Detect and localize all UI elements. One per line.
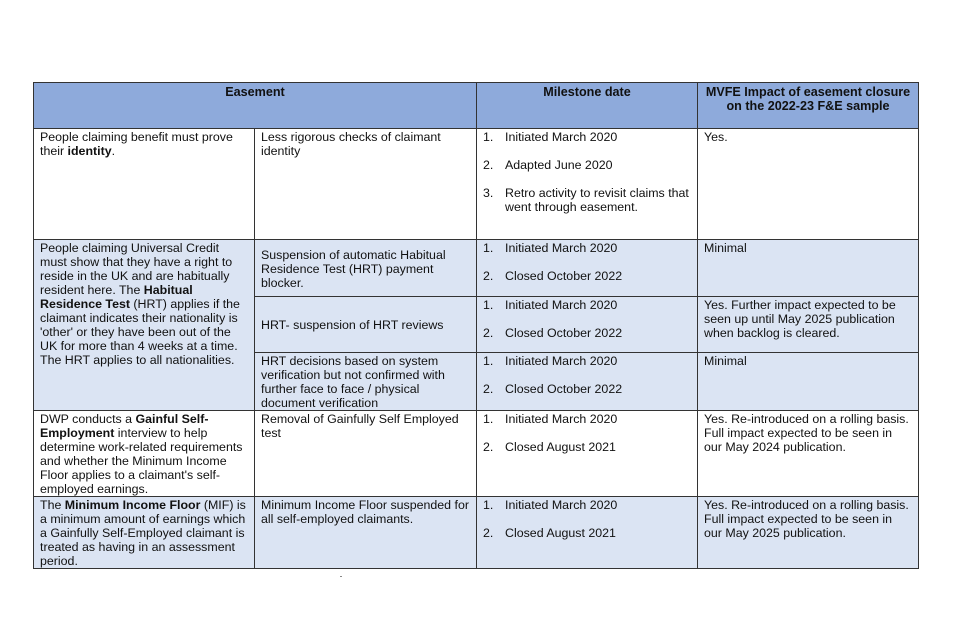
row-easement: Less rigorous checks of claimant identity <box>255 129 477 240</box>
milestone-item: 2. Closed October 2022 <box>483 326 623 340</box>
row-description: People claiming benefit must prove their identity. <box>34 129 255 240</box>
row-easement: Removal of Gainfully Self Employed test <box>255 411 477 497</box>
row-impact: Minimal <box>698 353 919 411</box>
row-milestones <box>477 497 698 569</box>
row-description: People claiming Universal Credit must show that they have a right to reside in the UK and are habitually resident here. The Habitual Residence Test (HRT) applies if the claimant indicates their nationality is 'other' or they have been out of the UK for more than 4 weeks at a time. The HRT applies to all nationalities. <box>34 240 255 411</box>
row-milestones <box>477 411 698 497</box>
milestone-item: 1. Initiated March 2020 <box>483 130 618 144</box>
milestone-item: 2. Closed August 2021 <box>483 526 616 540</box>
row-impact: Minimal <box>698 240 919 297</box>
table-row-gainful-self-employment <box>34 411 919 497</box>
row-description: The Minimum Income Floor (MIF) is a minimum amount of earnings which a Gainfully Self-Employed claimant is treated as having in an assessment period. <box>34 497 255 569</box>
row-easement: Suspension of automatic Habitual Residence Test (HRT) payment blocker. <box>255 240 477 297</box>
milestone-item: 1. Initiated March 2020 <box>483 241 618 255</box>
row-milestones <box>477 297 698 353</box>
row-milestones <box>477 353 698 411</box>
milestone-item: 1. Initiated March 2020 <box>483 498 618 512</box>
milestone-item: 2. Adapted June 2020 <box>483 158 613 172</box>
row-description: DWP conducts a Gainful Self-Employment interview to help determine work-related requirements and whether the Minimum Income Floor applies to a claimant's self-employed earnings. <box>34 411 255 497</box>
milestone-item: 2. Closed August 2021 <box>483 440 616 454</box>
milestone-item: 1. Initiated March 2020 <box>483 354 618 368</box>
row-impact: Yes. Re-introduced on a rolling basis. Full impact expected to be seen in our May 2025 publication. <box>698 497 919 569</box>
row-impact: Yes. Further impact expected to be seen up until May 2025 publication when backlog is cleared. <box>698 297 919 353</box>
easement-table <box>33 82 919 569</box>
milestone-item: 3. Retro activity to revisit claims that went through easement. <box>483 186 689 214</box>
row-impact: Yes. Re-introduced on a rolling basis. Full impact expected to be seen in our May 2024 publication. <box>698 411 919 497</box>
row-easement: Minimum Income Floor suspended for all self-employed claimants. <box>255 497 477 569</box>
row-milestones <box>477 129 698 240</box>
header-row <box>34 83 919 129</box>
table-row-minimum-income-floor <box>34 497 919 569</box>
row-milestones <box>477 240 698 297</box>
table-row-hrt-blocker <box>34 240 919 297</box>
header-milestone-date: Milestone date <box>477 83 698 129</box>
row-impact: Yes. <box>698 129 919 240</box>
milestone-item: 2. Closed October 2022 <box>483 382 623 396</box>
milestone-item: 1. Initiated March 2020 <box>483 298 618 312</box>
header-easement: Easement <box>34 83 477 129</box>
row-easement: HRT- suspension of HRT reviews <box>255 297 477 353</box>
milestone-item: 1. Initiated March 2020 <box>483 412 618 426</box>
table-row-identity <box>34 129 919 240</box>
row-easement: HRT decisions based on system verification but not confirmed with further face to face / physical document verification <box>255 353 477 411</box>
milestone-item: 2. Closed October 2022 <box>483 269 623 283</box>
header-impact: MVFE Impact of easement closure on the 2022-23 F&E sample <box>698 83 919 129</box>
stray-mark <box>340 576 342 577</box>
